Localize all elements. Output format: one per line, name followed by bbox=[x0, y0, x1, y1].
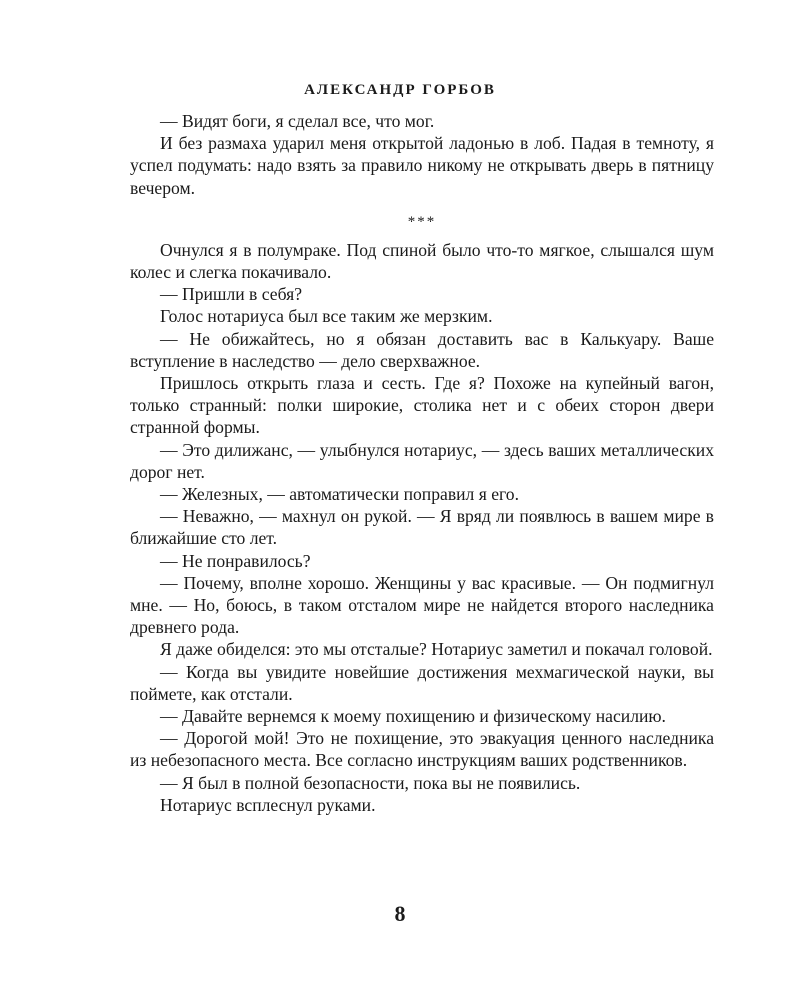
paragraph: — Я был в полной безопасности, пока вы не появились. bbox=[160, 772, 581, 793]
paragraph: Я даже обиделся: это мы отсталые? Нотариус заметил и покачал головой. bbox=[160, 639, 713, 660]
paragraph: — Видят боги, я сделал все, что мог. bbox=[160, 111, 435, 131]
paragraph: — Дорогой мой! Это не похищение, это эвакуация ценного наследника из небезопасного места. Все согласно инструкциям ваших родственников. bbox=[130, 728, 714, 771]
paragraph: Голос нотариуса был все таким же мерзким. bbox=[160, 306, 493, 327]
paragraph: — Не понравилось? bbox=[160, 550, 311, 571]
paragraph: — Пришли в себя? bbox=[160, 284, 303, 305]
paragraph: — Неважно, — махнул он рукой. — Я вряд ли появлюсь в вашем мире в ближайшие сто лет. bbox=[130, 506, 714, 549]
paragraph: Очнулся я в полумраке. Под спиной было что-то мягкое, слышался шум колес и слегка покачивало. bbox=[130, 239, 714, 283]
paragraph: — Не обижайтесь, но я обязан доставить вас в Калькуару. Ваше вступление в наследство — дело сверхважное. bbox=[130, 328, 714, 371]
paragraph: Нотариус всплеснул руками. bbox=[160, 794, 376, 815]
page-number: 8 bbox=[394, 901, 406, 926]
text-block bbox=[130, 110, 714, 816]
paragraph: Пришлось открыть глаза и сесть. Где я? Похоже на купейный вагон, только странный: полки широкие, столика нет и с обеих сторон двери странной формы. bbox=[130, 373, 714, 438]
section-separator: *** bbox=[407, 213, 437, 230]
paragraph: И без размаха ударил меня открытой ладонью в лоб. Падая в темноту, я успел подумать: надо взять за правило никому не открывать дверь в пятницу вечером. bbox=[130, 133, 714, 198]
paragraph: — Почему, вполне хорошо. Женщины у вас красивые. — Он подмигнул мне. — Но, боюсь, в таком отсталом мире не найдется второго наследника древнего рода. bbox=[130, 572, 714, 638]
paragraph: — Это дилижанс, — улыбнулся нотариус, — здесь ваших металлических дорог нет. bbox=[130, 439, 714, 482]
paragraph: — Железных, — автоматически поправил я его. bbox=[160, 484, 519, 505]
paragraph: — Давайте вернемся к моему похищению и физическому насилию. bbox=[160, 706, 666, 727]
running-head: АЛЕКСАНДР ГОРБОВ bbox=[304, 82, 496, 98]
paragraph: — Когда вы увидите новейшие достижения мехмагической науки, вы поймете, как отстали. bbox=[130, 661, 714, 704]
